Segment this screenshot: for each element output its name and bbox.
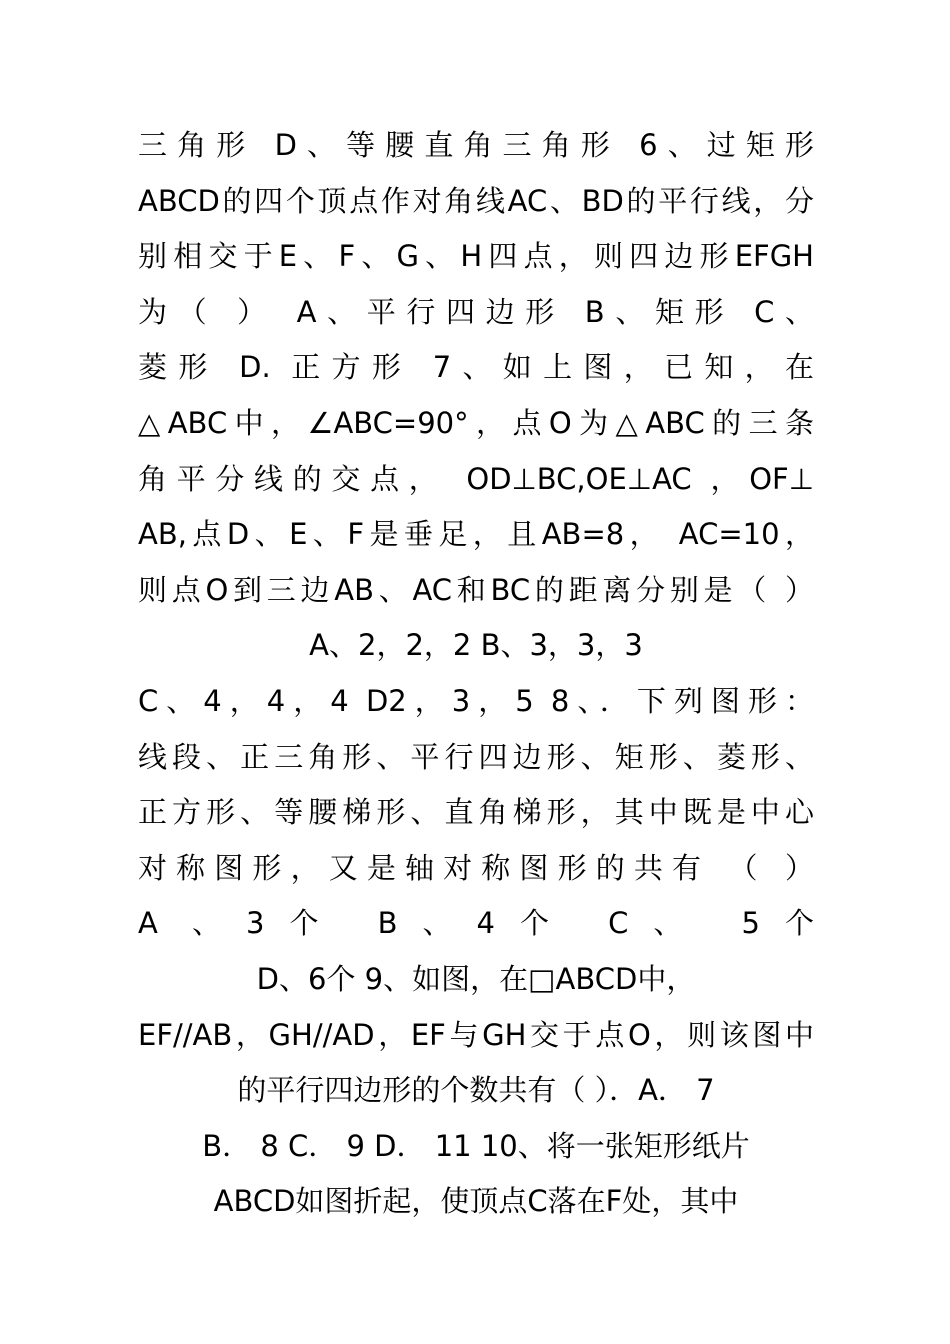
text-line: 线段、正三角形、平行四边形、矩形、菱形、 [138,739,814,774]
text-line: 为（ ） A、平行四边形 B、矩形 C、 [138,294,814,329]
text-line: 三角形 D、等腰直角三角形 6、过矩形 [138,128,814,162]
text-line: B． 8 C． 9 D． 11 10、将一张矩形纸片 [202,1128,750,1163]
text-line: 菱形 D. 正方形 7、如上图，已知，在 [138,350,814,385]
text-line: 对称图形，又是轴对称图形的共有 （ ） [138,850,814,885]
document-text [138,118,814,1230]
text-line: D、6个 9、如图，在□ABCD中， [256,961,696,996]
text-line: 的平行四边形的个数共有（ ）．A． 7 [237,1073,715,1108]
text-line: ABCD的四个顶点作对角线AC、BD的平行线，分 [138,183,814,218]
text-line: 则点O到三边AB、AC和BC的距离分别是（ ） [138,572,814,607]
text-line: ABCD如图折起，使顶点C落在F处，其中 [213,1184,739,1219]
text-line: AB,点D、E、F是垂足，且AB=8， AC=10， [138,517,814,552]
text-line: EF//AB，GH//AD，EF与GH交于点O，则该图中 [138,1017,814,1052]
text-line: 角平分线的交点， OD⊥BC,OE⊥AC ，OF⊥ [138,461,814,496]
text-line: 正方形、等腰梯形、直角梯形，其中既是中心 [138,795,814,830]
text-line: 别相交于E、F、G、H四点，则四边形EFGH [138,239,814,274]
text-line: △ABC中，∠ABC=90°，点O为△ABC的三条 [138,405,814,440]
text-line: A 、3个 B、4个 C、 5个 [138,906,814,941]
text-line: C、4，4，4 D2，3，5 8、．下列图形： [138,683,814,718]
text-line: A、2，2，2 B、3，3，3 [309,628,643,663]
